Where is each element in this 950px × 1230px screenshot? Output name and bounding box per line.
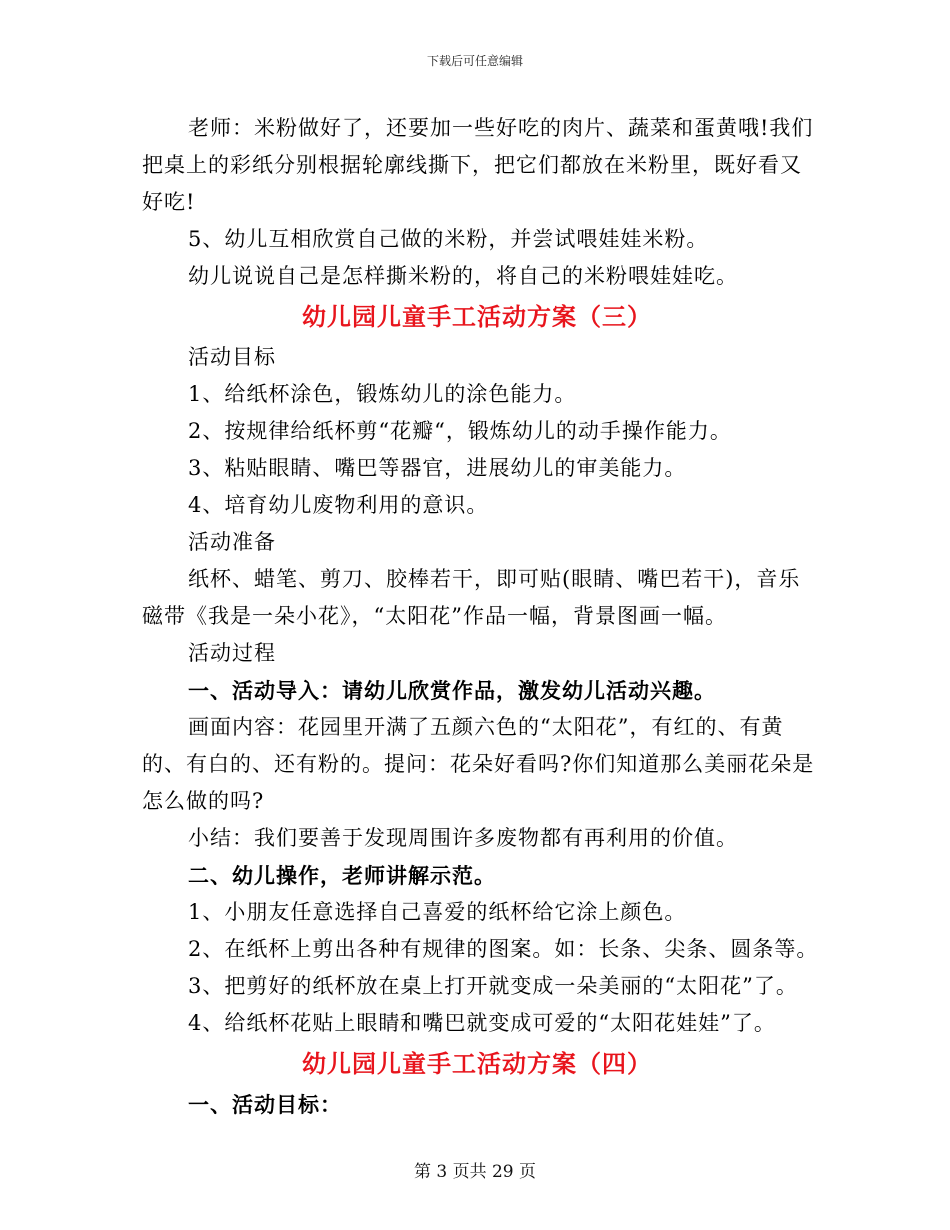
list-item: 2、按规律给纸杯剪“花瓣“，锻炼幼儿的动手操作能力。 xyxy=(188,419,732,443)
list-item: 2、在纸杯上剪出各种有规律的图案。如：长条、尖条、圆条等。 xyxy=(188,937,819,961)
section-title: 幼儿园儿童手工活动方案（三） xyxy=(302,302,652,331)
list-item: 1、小朋友任意选择自己喜爱的纸杯给它涂上颜色。 xyxy=(188,900,687,924)
list-item: 3、把剪好的纸杯放在桌上打开就变成一朵美丽的“太阳花”了。 xyxy=(188,974,798,998)
page-header: 下载后可任意编辑 xyxy=(426,54,523,68)
paragraph-line: 把桌上的彩纸分别根据轮廓线撕下，把它们都放在米粉里，既好看又 xyxy=(142,153,802,177)
page-footer: 第 3 页共 29 页 xyxy=(413,1162,537,1182)
paragraph-line: 纸杯、蜡笔、剪刀、胶棒若干，即可贴(眼睛、嘴巴若干)，音乐 xyxy=(188,567,801,591)
subheading: 活动过程 xyxy=(188,641,276,665)
list-item: 3、粘贴眼睛、嘴巴等器官，进展幼儿的审美能力。 xyxy=(188,456,687,480)
page-content xyxy=(142,110,819,1123)
list-item: 1、给纸杯涂色，锻炼幼儿的涂色能力。 xyxy=(188,382,577,406)
list-item: 4、给纸杯花贴上眼睛和嘴巴就变成可爱的“太阳花娃娃”了。 xyxy=(188,1011,776,1035)
step-heading: 一、活动导入：请幼儿欣赏作品，激发幼儿活动兴趣。 xyxy=(188,678,716,703)
paragraph: 5、幼儿互相欣赏自己做的米粉，并尝试喂娃娃米粉。 xyxy=(188,227,709,251)
step-heading: 二、幼儿操作，老师讲解示范。 xyxy=(188,863,496,888)
paragraph-line: 好吃! xyxy=(142,190,196,214)
paragraph-line: 怎么做的吗? xyxy=(142,789,265,813)
paragraph: 小结：我们要善于发现周围许多废物都有再利用的价值。 xyxy=(188,826,738,850)
paragraph-line: 磁带《我是一朵小花》，“太阳花”作品一幅，背景图画一幅。 xyxy=(142,604,727,628)
list-item: 4、培育幼儿废物利用的意识。 xyxy=(188,493,489,517)
paragraph-line: 画面内容：花园里开满了五颜六色的“太阳花”，有红的、有黄 xyxy=(188,715,784,739)
paragraph: 幼儿说说自己是怎样撕米粉的，将自己的米粉喂娃娃吃。 xyxy=(188,264,738,288)
paragraph-line: 老师：米粉做好了，还要加一些好吃的肉片、蔬菜和蛋黄哦!我们 xyxy=(188,116,814,140)
subheading: 活动目标 xyxy=(188,345,276,369)
paragraph-line: 的、有白的、还有粉的。提问：花朵好看吗?你们知道那么美丽花朵是 xyxy=(142,752,815,776)
section-title: 幼儿园儿童手工活动方案（四） xyxy=(302,1049,652,1078)
step-heading: 一、活动目标： xyxy=(188,1092,342,1117)
subheading: 活动准备 xyxy=(188,530,276,554)
